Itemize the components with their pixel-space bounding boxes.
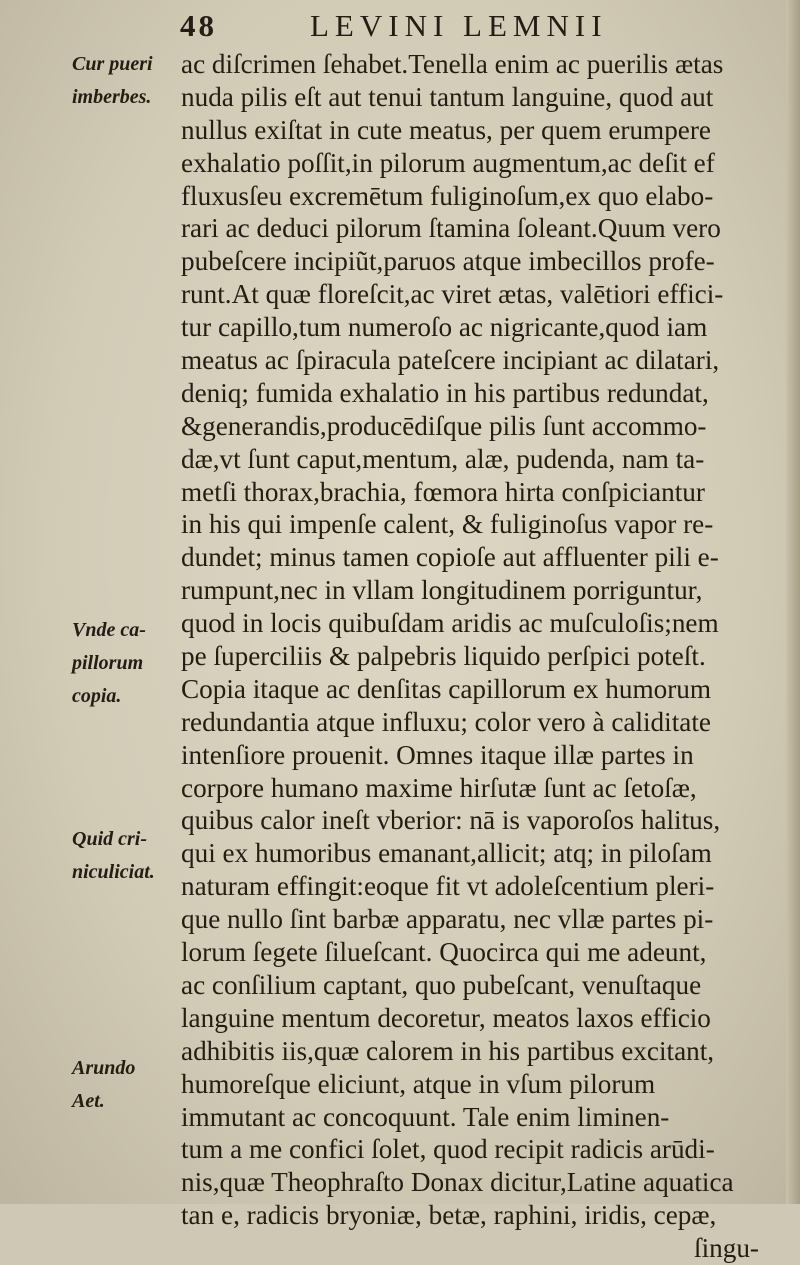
text-line: fluxusſeu excremētum fuliginoſum,ex quo elabo-	[181, 180, 714, 211]
margin-note-line: imberbes.	[72, 85, 152, 108]
margin-note	[72, 614, 146, 713]
page-gutter-edge	[786, 0, 800, 1204]
margin-note-line: Arundo	[72, 1057, 136, 1079]
text-line: in his qui impenſe calent, & fuliginoſus vapor re-	[181, 509, 714, 540]
text-line: dundet; minus tamen copioſe aut affluenter pili e-	[181, 542, 719, 573]
margin-note-line: Aet.	[72, 1089, 105, 1112]
text-line: exhalatio poſſit,in pilorum augmentum,ac deſit ef	[181, 147, 715, 178]
text-line: quod in locis quibuſdam aridis ac muſculoſis;nem	[181, 608, 719, 639]
margin-note-line: Quid cri-	[72, 828, 147, 850]
text-line: meatus ac ſpiracula pateſcere incipiant ac dilatari,	[181, 345, 720, 376]
text-line: immutant ac concoquunt. Tale enim liminen-	[181, 1101, 670, 1132]
text-line: dæ,vt ſunt caput,mentum, alæ, pudenda, nam ta-	[181, 443, 705, 474]
body-text	[181, 48, 785, 1265]
text-line: intenſiore prouenit. Omnes itaque illæ partes in	[181, 739, 694, 770]
text-line: languine mentum decoretur, meatos laxos efficio	[181, 1002, 711, 1033]
text-line: metſi thorax,brachia, fœmora hirta conſpiciantur	[181, 476, 705, 507]
text-line: &generandis,producēdiſque pilis ſunt accommo-	[181, 410, 707, 441]
text-line: runt.At quæ floreſcit,ac viret ætas, valētiori effici-	[181, 279, 724, 310]
margin-note-line: pillorum	[72, 651, 144, 674]
text-line: nullus exiſtat in cute meatus, per quem erumpere	[181, 114, 711, 145]
text-line: corpore humano maxime hirſutæ ſunt ac ſetoſæ,	[181, 772, 697, 803]
text-line: nis,quæ Theophraſto Donax dicitur,Latine aquatica	[181, 1167, 734, 1198]
text-line: pe ſuperciliis & palpebris liquido perſpici poteſt.	[181, 641, 706, 672]
margin-note	[72, 48, 153, 114]
running-title: LEVINI LEMNII	[310, 8, 608, 43]
margin-note	[72, 1052, 135, 1118]
text-line: redundantia atque influxu; color vero à caliditate	[181, 706, 711, 737]
text-line: ac conſilium captant, quo pubeſcant, venuſtaque	[181, 969, 702, 1000]
text-line: tan e, radicis bryoniæ, betæ, raphini, iridis, cepæ,	[181, 1200, 717, 1231]
margin-note-line: Cur pueri	[72, 53, 153, 75]
text-line: qui ex humoribus emanant,allicit; atq; in piloſam	[181, 838, 712, 869]
text-line: ac diſcrimen ſehabet.Tenella enim ac puerilis ætas	[181, 49, 724, 79]
margin-note	[72, 823, 155, 889]
text-line: Copia itaque ac denſitas capillorum ex humorum	[181, 673, 712, 704]
page-number: 48	[180, 8, 217, 43]
margin-note-line: Vnde ca-	[72, 619, 146, 641]
text-line: tum a me confici ſolet, quod recipit radicis arūdi-	[181, 1134, 715, 1165]
text-line: naturam effingit:eoque fit vt adoleſcentium pleri-	[181, 871, 715, 902]
text-line: pubeſcere incipiũt,paruos atque imbecillos profe-	[181, 246, 715, 277]
text-line: humoreſque eliciunt, atque in vſum pilorum	[181, 1068, 656, 1099]
margin-note-line: niculiciat.	[72, 860, 155, 883]
text-line: rari ac deduci pilorum ſtamina ſoleant.Quum vero	[181, 213, 721, 244]
text-line: tur capillo,tum numeroſo ac nigricante,quod iam	[181, 312, 708, 343]
margin-note-line: copia.	[72, 684, 122, 707]
text-line: que nullo ſint barbæ apparatu, nec vllæ partes pi-	[181, 904, 714, 935]
text-line: deniq; fumida exhalatio in his partibus redundat,	[181, 377, 709, 408]
running-head	[180, 8, 740, 42]
text-line: quibus calor ineſt vberior: nā is vaporoſos halitus,	[181, 805, 721, 836]
text-line: adhibitis iis,quæ calorem in his partibus excitant,	[181, 1035, 715, 1066]
catchword: ſingu-	[694, 1233, 759, 1264]
text-line: rumpunt,nec in vllam longitudinem porriguntur,	[181, 575, 703, 606]
text-line: lorum ſegete ſilueſcant. Quocirca qui me adeunt,	[181, 937, 707, 968]
text-line: nuda pilis eſt aut tenui tantum languine, quod aut	[181, 81, 714, 112]
